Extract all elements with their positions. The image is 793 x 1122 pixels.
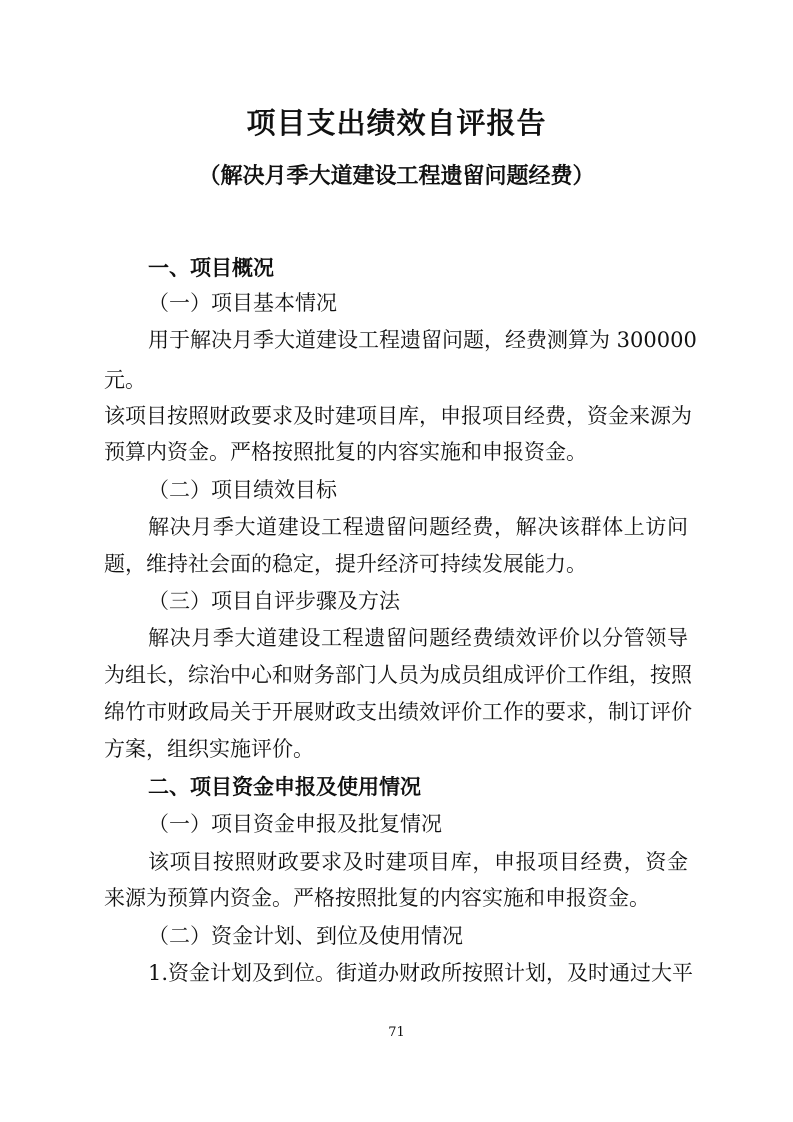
paragraph-line: 该项目按照财政要求及时建项目库，申报项目经费，资金	[148, 850, 688, 874]
section-heading: 一、项目概况	[148, 256, 274, 280]
paragraph-line: 1.资金计划及到位。街道办财政所按照计划，及时通过大平	[148, 961, 694, 985]
paragraph-line: 解决月季大道建设工程遗留问题经费，解决该群体上访问	[148, 515, 688, 539]
subsection-heading: （三）项目自评步骤及方法	[148, 589, 400, 613]
paragraph-line: 该项目按照财政要求及时建项目库，申报项目经费，资金来源为	[104, 404, 692, 428]
paragraph-line: 用于解决月季大道建设工程遗留问题，经费测算为 300000	[148, 328, 697, 352]
paragraph-line: 题，维持社会面的稳定，提升经济可持续发展能力。	[104, 552, 587, 576]
subsection-heading: （一）项目基本情况	[148, 291, 337, 315]
document-title: 项目支出绩效自评报告	[246, 106, 547, 140]
paragraph-line: 元。	[104, 368, 146, 392]
document-subtitle: （解决月季大道建设工程遗留问题经费）	[198, 164, 595, 189]
section-heading: 二、项目资金申报及使用情况	[148, 775, 421, 799]
subsection-heading: （二）资金计划、到位及使用情况	[148, 924, 463, 948]
paragraph-line: 绵竹市财政局关于开展财政支出绩效评价工作的要求，制订评价	[104, 700, 692, 724]
subsection-heading: （二）项目绩效目标	[148, 478, 337, 502]
paragraph-line: 解决月季大道建设工程遗留问题经费绩效评价以分管领导	[148, 626, 688, 650]
page-number: 71	[388, 1025, 405, 1040]
subsection-heading: （一）项目资金申报及批复情况	[148, 812, 442, 836]
paragraph-line: 方案，组织实施评价。	[104, 737, 314, 761]
paragraph-line: 来源为预算内资金。严格按照批复的内容实施和申报资金。	[104, 886, 650, 910]
paragraph-line: 为组长，综治中心和财务部门人员为成员组成评价工作组，按照	[104, 663, 692, 687]
paragraph-line: 预算内资金。严格按照批复的内容实施和申报资金。	[104, 440, 587, 464]
